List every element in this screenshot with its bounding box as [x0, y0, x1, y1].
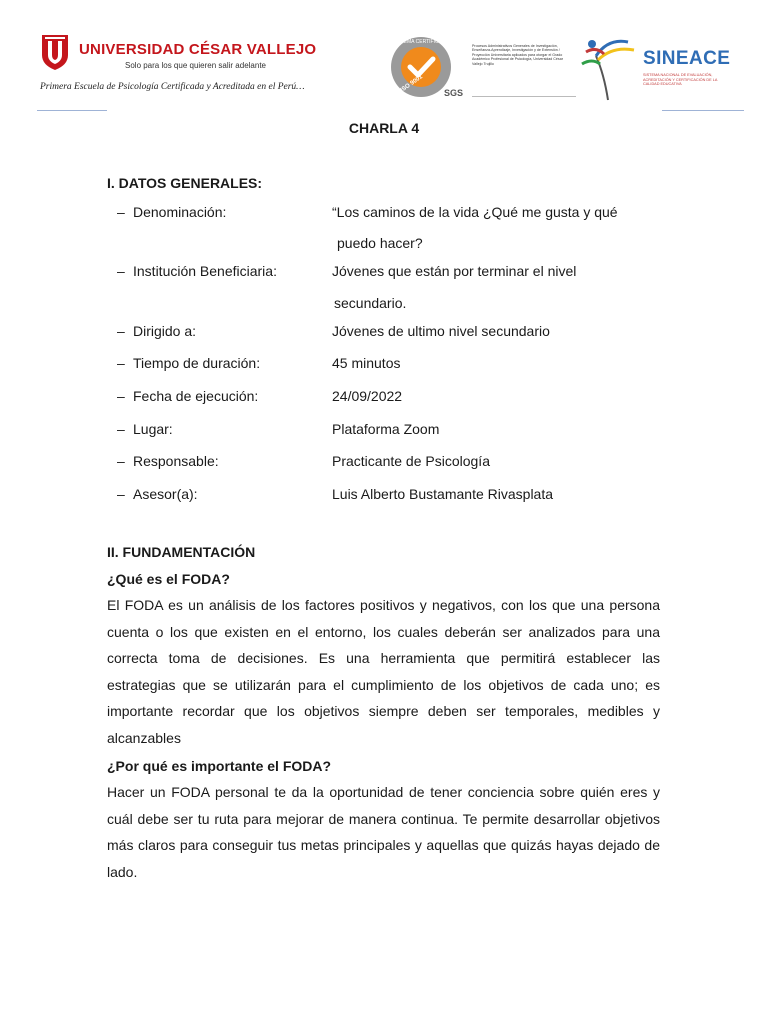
section-2-heading: II. FUNDAMENTACIÓN — [107, 544, 256, 560]
ucv-tagline: Solo para los que quieren salir adelante — [125, 61, 266, 70]
list-item-value: Plataforma Zoom — [332, 421, 440, 437]
sineace-subtitle: SISTEMA NACIONAL DE EVALUACIÓN, ACREDITACIÓN Y CERTIFICACIÓN DE LA CALIDAD EDUCATIVA — [643, 73, 718, 87]
question-heading: ¿Por qué es importante el FODA? — [107, 758, 332, 774]
list-item-value: 45 minutos — [332, 355, 401, 371]
ucv-logo — [37, 27, 317, 83]
list-item-label: Institución Beneficiaria: — [133, 263, 277, 279]
list-bullet: – — [117, 486, 125, 502]
list-bullet: – — [117, 204, 125, 220]
ucv-shield-icon — [40, 33, 70, 71]
list-item-label: Fecha de ejecución: — [133, 388, 259, 404]
ucv-name: UNIVERSIDAD CÉSAR VALLEJO — [79, 41, 317, 58]
sgs-certification-text: Procesos Administrativos Generales de Investigación, Enseñanza-Aprendizaje, Investigación y de Extensión / Proyección Universitaria aplicados para otorgar el Grado Académico Profesional de Psicología, Universidad César Vallejo Trujillo — [472, 44, 563, 66]
sgs-badge-top-text: SISTEMA CERTIFICADO — [392, 39, 450, 45]
list-item-label: Tiempo de duración: — [133, 355, 261, 371]
list-item-value: 24/09/2022 — [332, 388, 403, 404]
header-rule-left — [37, 110, 107, 111]
list-item-label: Asesor(a): — [133, 486, 198, 502]
sineace-name: SINEACE — [643, 48, 731, 69]
list-item-value-cont: secundario. — [334, 295, 407, 311]
sgs-badge-iso-text: ISO 9001 — [399, 74, 424, 94]
list-item-value-cont: puedo hacer? — [337, 235, 423, 251]
paragraph: El FODA es un análisis de los factores positivos y negativos, con los que una persona cuenta o los que existen en el entorno, los cuales deberán ser analizados para una correcta toma de decisiones. Es una herramienta que permitirá establecer las estrategias que se utilizarán para el cumplimiento de los objetivos de cada uno; es importante recordar que los objetivos siempre deben ser temporales, medibles y alcanzables — [107, 597, 660, 746]
document-title: CHARLA 4 — [348, 120, 420, 136]
sineace-figure-icon — [578, 34, 640, 102]
list-item-label: Lugar: — [133, 421, 173, 437]
list-item-value: Luis Alberto Bustamante Rivasplata — [332, 486, 554, 502]
list-item-value: “Los caminos de la vida ¿Qué me gusta y qué — [332, 204, 618, 220]
sgs-certification-badge-icon — [388, 34, 470, 100]
ucv-subtitle: Primera Escuela de Psicología Certificada y Acreditada en el Perú… — [40, 82, 305, 92]
list-bullet: – — [117, 323, 125, 339]
list-item-label: Responsable: — [133, 453, 219, 469]
list-item-value: Jóvenes de ultimo nivel secundario — [332, 323, 550, 339]
list-bullet: – — [117, 453, 125, 469]
sgs-rule — [472, 96, 576, 97]
list-bullet: – — [117, 421, 125, 437]
sineace-logo — [637, 38, 731, 100]
list-bullet: – — [117, 263, 125, 279]
header-rule-right — [662, 110, 744, 111]
section-1-heading: I. DATOS GENERALES: — [107, 175, 263, 191]
list-item-value: Practicante de Psicología — [332, 453, 490, 469]
question-heading: ¿Qué es el FODA? — [107, 571, 230, 587]
sgs-badge-brand-text: SGS — [444, 88, 464, 98]
list-item-value: Jóvenes que están por terminar el nivel — [332, 263, 577, 279]
list-item-label: Dirigido a: — [133, 323, 197, 339]
list-bullet: – — [117, 388, 125, 404]
list-item-label: Denominación: — [133, 204, 227, 220]
paragraph: Hacer un FODA personal te da la oportunidad de tener conciencia sobre quién eres y cuál debe ser tu ruta para mejorar de manera continua. Te permite desarrollar objetivos más claros para conseguir tus metas principales y aquellas que quizás hayas dejado de lado. — [107, 784, 660, 880]
list-bullet: – — [117, 355, 125, 371]
